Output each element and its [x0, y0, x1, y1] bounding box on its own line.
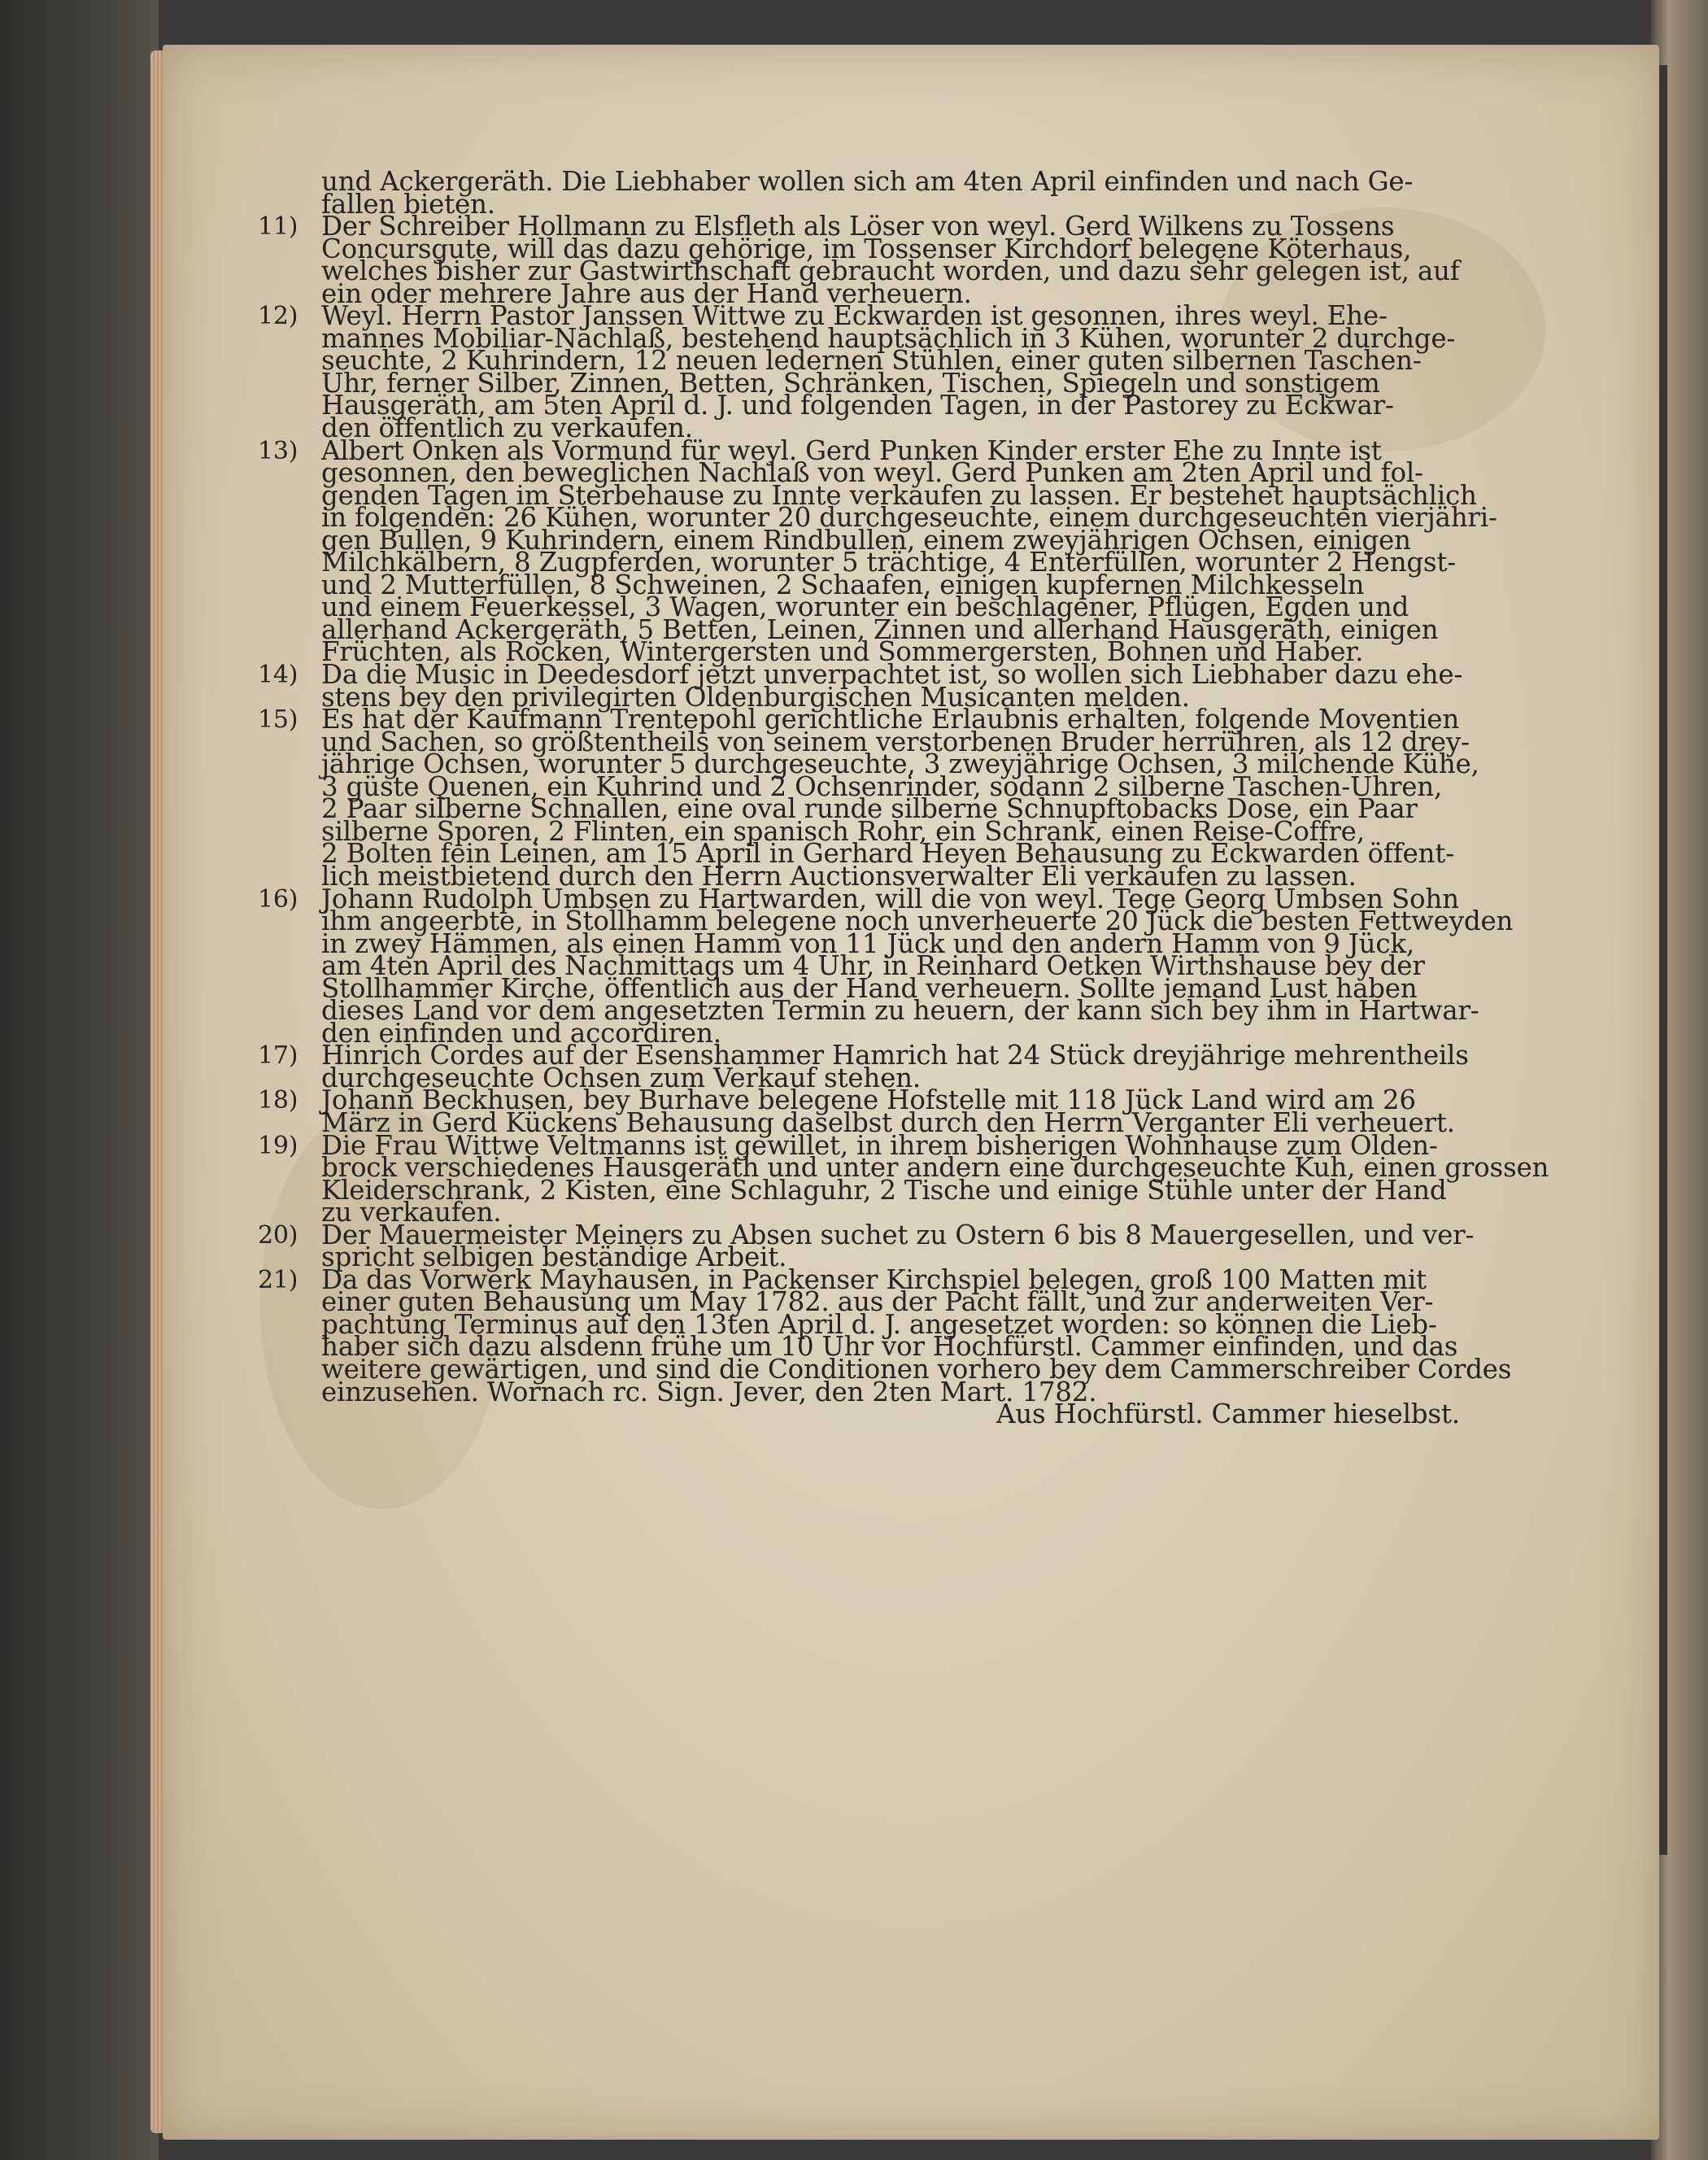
line-text: seuchte, 2 Kuhrindern, 12 neuen ledernen Stühlen, einer guten silbernen Taschen-	[321, 345, 1422, 377]
line-text: jährige Ochsen, worunter 5 durchgeseuchte, 3 zweyjährige Ochsen, 3 milchende Kühe,	[321, 748, 1479, 780]
item-number: 17)	[258, 1041, 298, 1071]
line-text: 3 güste Quenen, ein Kuhrind und 2 Ochsenrinder, sodann 2 silberne Taschen-Uhren,	[321, 770, 1443, 802]
line-text: ein oder mehrere Jahre aus der Hand verheuern.	[321, 277, 972, 309]
background-left	[0, 0, 159, 2160]
text-line	[321, 1174, 1590, 1206]
line-text: 2 Bolten fein Leinen, am 15 April in Gerhard Heyen Behausung zu Eckwarden öffent-	[321, 838, 1454, 870]
line-text: Albert Onken als Vormund für weyl. Gerd Punken Kinder erster Ehe zu Innte ist	[321, 434, 1382, 466]
closing-signature: Aus Hochfürstl. Cammer hieselbst.	[996, 1399, 1460, 1430]
line-text: Stollhammer Kirche, öffentlich aus der Hand verheuern. Sollte jemand Lust haben	[321, 972, 1418, 1004]
line-text: silberne Sporen, 2 Flinten, ein spanisch Rohr, ein Schrank, einen Reise-Coffre,	[321, 815, 1365, 847]
line-text: welches bisher zur Gastwirthschaft gebraucht worden, und dazu sehr gelegen ist, auf	[321, 255, 1460, 287]
line-text: einer guten Behausung um May 1782. aus der Pacht fällt, und zur anderweiten Ver-	[321, 1286, 1434, 1318]
line-text: März in Gerd Kückens Behausung daselbst durch den Herrn Verganter Eli verheuert.	[321, 1106, 1455, 1138]
item-number: 19)	[258, 1131, 298, 1160]
line-text: am 4ten April des Nachmittags um 4 Uhr, in Reinhard Oetken Wirthshause bey der	[321, 950, 1425, 982]
line-text: Johann Rudolph Umbsen zu Hartwarden, will die von weyl. Tege Georg Umbsen Sohn	[321, 883, 1459, 914]
line-text: und Ackergeräth. Die Liebhaber wollen sich am 4ten April einfinden und nach Ge-	[321, 166, 1414, 197]
line-text: in zwey Hämmen, als einen Hamm von 11 Jück und den andern Hamm von 9 Jück,	[321, 927, 1414, 959]
line-text: Concursgute, will das dazu gehörige, im Tossenser Kirchdorf belegene Köterhaus,	[321, 233, 1412, 264]
text-line	[321, 166, 1590, 197]
line-text: den öffentlich zu verkaufen.	[321, 412, 693, 444]
line-text: Die Frau Wittwe Veltmanns ist gewillet, in ihrem bisherigen Wohnhause zum Olden-	[321, 1129, 1438, 1161]
line-text: fallen bieten.	[321, 188, 495, 220]
line-text: Früchten, als Rocken, Wintergersten und Sommergersten, Bohnen und Haber.	[321, 636, 1364, 668]
item-number: 14)	[258, 661, 298, 690]
item-number: 21)	[258, 1265, 298, 1294]
line-text: gen Bullen, 9 Kuhrindern, einem Rindbullen, einem zweyjährigen Ochsen, einigen	[321, 524, 1411, 556]
line-text: und einem Feuerkessel, 3 Wagen, worunter ein beschlagener, Pflügen, Egden und	[321, 591, 1410, 623]
line-text: brock verschiedenes Hausgeräth und unter andern eine durchgeseuchte Kuh, einen grossen	[321, 1152, 1549, 1184]
line-text: mannes Mobiliar-Nachlaß, bestehend hauptsächlich in 3 Kühen, worunter 2 durchge-	[321, 322, 1456, 354]
line-text: gesonnen, den beweglichen Nachlaß von weyl. Gerd Punken am 2ten April und fol-	[321, 457, 1423, 489]
item-number: 15)	[258, 705, 298, 735]
line-text: und Sachen, so größtentheils von seinem verstorbenen Bruder herrühren, als 12 drey-	[321, 726, 1470, 757]
document-text	[258, 166, 1590, 1430]
line-text: einzusehen. Wornach rc. Sign. Jever, den 2ten Mart. 1782.	[321, 1376, 1097, 1407]
line-text: Weyl. Herrn Pastor Janssen Wittwe zu Eckwarden ist gesonnen, ihres weyl. Ehe-	[321, 300, 1388, 332]
item-number: 11)	[258, 212, 298, 242]
background-right-next-page	[1651, 0, 1708, 2160]
line-text: stens bey den privilegirten Oldenburgischen Musicanten melden.	[321, 681, 1190, 713]
item-number: 20)	[258, 1220, 298, 1250]
line-text: Uhr, ferner Silber, Zinnen, Betten, Schränken, Tischen, Spiegeln und sonstigem	[321, 367, 1380, 399]
line-text: Hausgeräth, am 5ten April d. J. und folgenden Tagen, in der Pastorey zu Eckwar-	[321, 390, 1394, 421]
line-text: lich meistbietend durch den Herrn Auctionsverwalter Eli verkaufen zu lassen.	[321, 860, 1357, 892]
item-number: 13)	[258, 436, 298, 465]
line-text: ihm angeerbte, in Stollhamm belegene noch unverheuerte 20 Jück die besten Fettweyden	[321, 905, 1514, 937]
line-text: Der Schreiber Hollmann zu Elsfleth als Löser von weyl. Gerd Wilkens zu Tossens	[321, 211, 1395, 242]
line-text: allerhand Ackergeräth, 5 Betten, Leinen, Zinnen und allerhand Hausgeräth, einigen	[321, 613, 1439, 645]
line-text: weitere gewärtigen, und sind die Conditionen vorhero bey dem Cammerschreiber Cordes	[321, 1353, 1512, 1385]
line-text: dieses Land vor dem angesetzten Termin zu heuern, der kann sich bey ihm in Hartwar-	[321, 995, 1479, 1027]
line-text: Johann Beckhusen, bey Burhave belegene Hofstelle mit 118 Jück Land wird am 26	[321, 1084, 1416, 1116]
line-text: durchgeseuchte Ochsen zum Verkauf stehen.	[321, 1062, 922, 1093]
line-text: spricht selbigen beständige Arbeit.	[321, 1241, 787, 1273]
item-number: 18)	[258, 1086, 298, 1115]
line-text: und 2 Mutterfüllen, 8 Schweinen, 2 Schaafen, einigen kupfernen Milchkesseln	[321, 569, 1365, 600]
item-number: 16)	[258, 884, 298, 914]
line-text: Da die Music in Deedesdorf jetzt unverpachtet ist, so wollen sich Liebhaber dazu ehe-	[321, 659, 1463, 691]
line-text: Es hat der Kaufmann Trentepohl gerichtliche Erlaubnis erhalten, folgende Moventien	[321, 704, 1460, 735]
line-text: Hinrich Cordes auf der Esenshammer Hamrich hat 24 Stück dreyjährige mehrentheils	[321, 1040, 1469, 1071]
item-number: 12)	[258, 302, 298, 331]
text-line	[321, 1376, 1590, 1407]
line-text: den einfinden und accordiren.	[321, 1017, 721, 1049]
line-text: Da das Vorwerk Mayhausen, in Packenser Kirchspiel belegen, groß 100 Matten mit	[321, 1263, 1427, 1295]
line-text: Milchkälbern, 8 Zugpferden, worunter 5 trächtige, 4 Enterfüllen, worunter 2 Hengst-	[321, 547, 1457, 578]
line-text: in folgenden: 26 Kühen, worunter 20 durchgeseuchte, einem durchgeseuchten vierjähri-	[321, 502, 1497, 534]
line-text: genden Tagen im Sterbehause zu Innte verkaufen zu lassen. Er bestehet hauptsächlich	[321, 479, 1477, 511]
line-text: haber sich dazu alsdenn frühe um 10 Uhr vor Hochfürstl. Cammer einfinden, und das	[321, 1331, 1458, 1363]
line-text: 2 Paar silberne Schnallen, eine oval runde silberne Schnupftobacks Dose, ein Paar	[321, 793, 1418, 825]
line-text: pachtung Terminus auf den 13ten April d. J. angesetzet worden: so können die Lieb-	[321, 1308, 1437, 1340]
line-text: Kleiderschrank, 2 Kisten, eine Schlaguhr, 2 Tische und einige Stühle unter der Hand	[321, 1174, 1447, 1206]
line-text: zu verkaufen.	[321, 1197, 502, 1228]
line-text: Der Mauermeister Meiners zu Absen suchet zu Ostern 6 bis 8 Mauergesellen, und ver-	[321, 1219, 1475, 1250]
